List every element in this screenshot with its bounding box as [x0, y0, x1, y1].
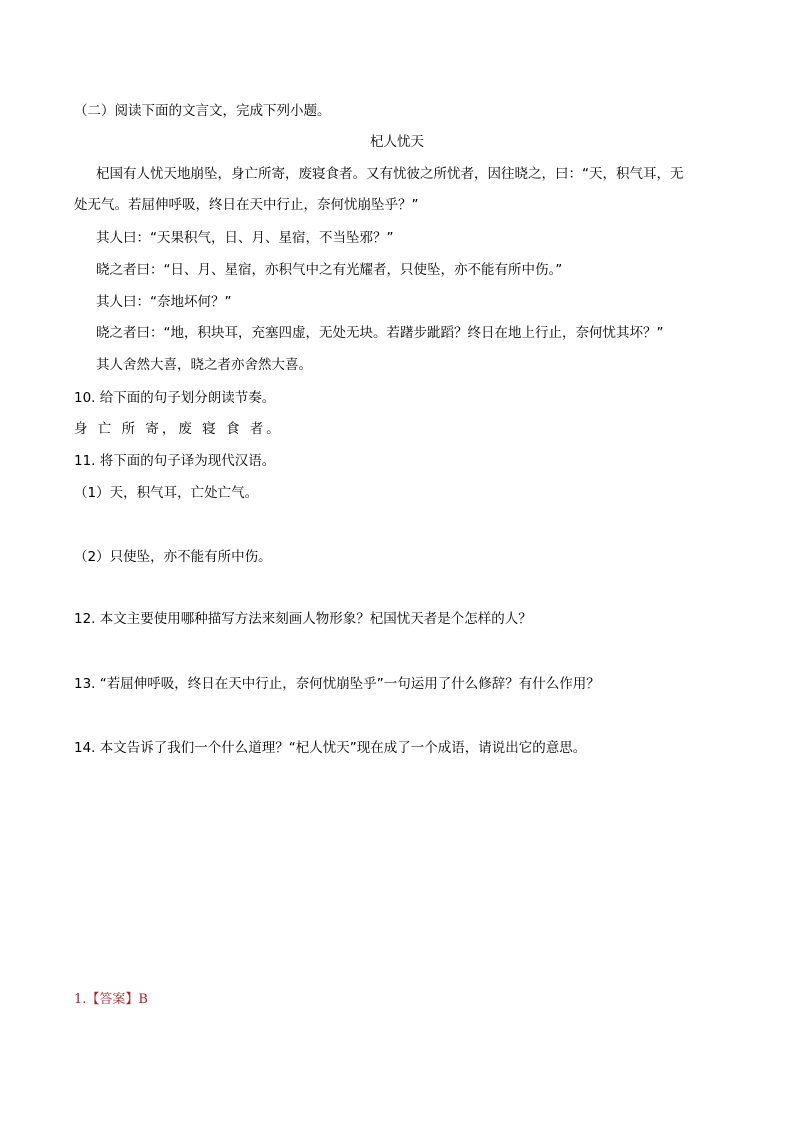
section-title: （二）阅读下面的文言文，完成下列小题。: [74, 103, 331, 119]
passage-paragraph: 杞国有人忧天地崩坠，身亡所寄，废寝食者。又有忧彼之所忧者，因往晓之，曰：“天，积气耳，无: [96, 166, 684, 182]
passage-paragraph-continuation: 处无气。若屈伸呼吸，终日在天中行止，奈何忧崩坠乎？”: [74, 197, 419, 213]
passage-paragraph: 晓之者曰：“日、月、星宿，亦积气中之有光耀者，只使坠，亦不能有所中伤。”: [96, 262, 563, 278]
passage-paragraph: 晓之者曰：“地，积块耳，充塞四虚，无处无块。若躇步跐蹈？终日在地上行止，奈何忧其坏？”: [96, 325, 664, 341]
passage-paragraph: 其人舍然大喜，晓之者亦舍然大喜。: [96, 357, 312, 373]
passage-title: 杞人忧天: [370, 134, 424, 150]
question-11-part-1: （1）天，积气耳，亡处亡气。: [74, 485, 259, 501]
question-11-part-2: （2）只使坠，亦不能有所中伤。: [74, 549, 272, 565]
question-13: 13. “若屈伸呼吸，终日在天中行止，奈何忧崩坠乎”一句运用了什么修辞？有什么作用？: [74, 676, 600, 692]
question-14: 14. 本文告诉了我们一个什么道理？“杞人忧天”现在成了一个成语，请说出它的意思。: [74, 740, 587, 756]
question-10: 10. 给下面的句子划分朗读节奏。: [74, 390, 276, 406]
answer-line: 1.【答案】B: [74, 992, 148, 1007]
question-11: 11. 将下面的句子译为现代汉语。: [74, 453, 276, 469]
question-12: 12. 本文主要使用哪种描写方法来刻画人物形象？杞国忧天者是个怎样的人？: [74, 611, 532, 627]
passage-paragraph: 其人曰：“天果积气，日、月、星宿，不当坠邪？”: [96, 230, 394, 246]
passage-paragraph: 其人曰：“奈地坏何？”: [96, 294, 232, 310]
question-10-sentence: 身 亡 所 寄，废 寝 食 者。: [74, 421, 283, 437]
